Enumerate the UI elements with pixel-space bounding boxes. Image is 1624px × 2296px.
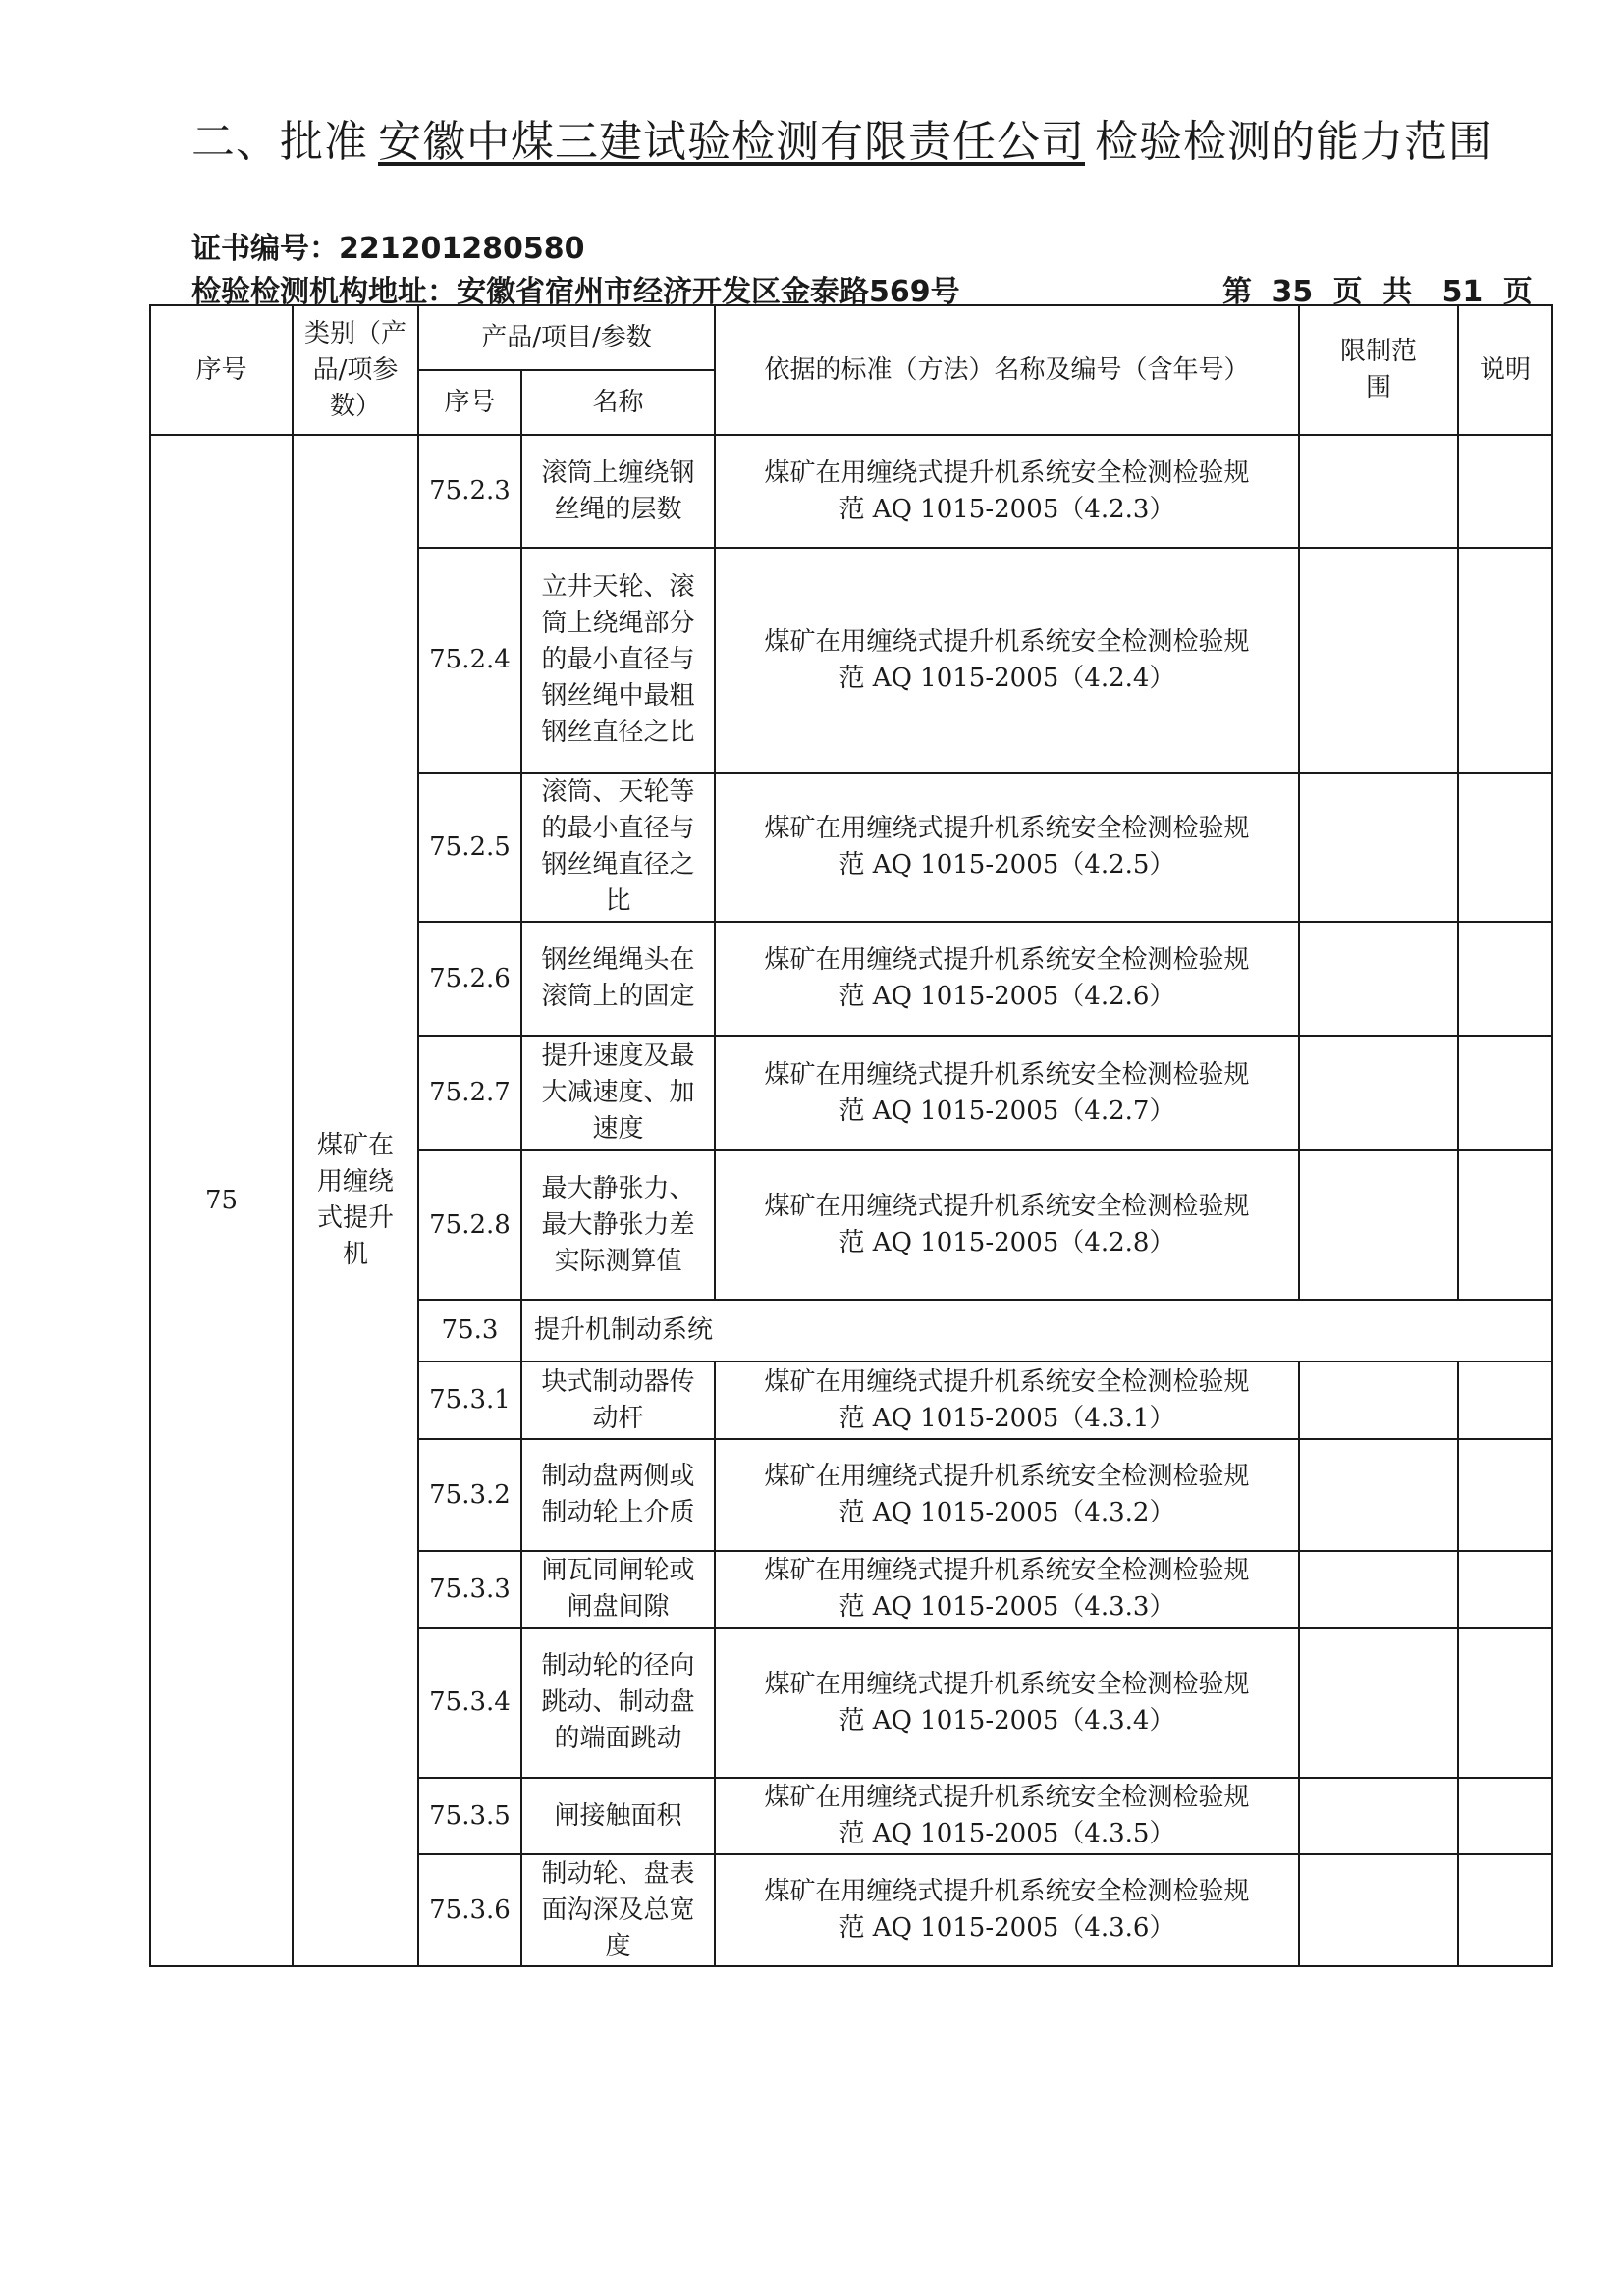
item-name: 滚筒上缠绕钢丝绳的层数 xyxy=(521,435,715,548)
item-limit xyxy=(1299,922,1458,1036)
scope-table xyxy=(149,304,1553,1967)
item-standard xyxy=(715,1439,1299,1551)
item-name: 闸瓦同闸轮或闸盘间隙 xyxy=(521,1551,715,1628)
item-note xyxy=(1458,773,1552,922)
item-no: 75.3.1 xyxy=(418,1362,521,1439)
item-no: 75.2.5 xyxy=(418,773,521,922)
item-no: 75.2.7 xyxy=(418,1036,521,1150)
item-name: 闸接触面积 xyxy=(521,1778,715,1854)
page-ye: 页 xyxy=(1332,275,1363,309)
standard-line-1: 煤矿在用缠绕式提升机系统安全检测检验规 xyxy=(764,1192,1250,1221)
cert-label: 证书编号： xyxy=(191,232,339,266)
header-sub-seq: 序号 xyxy=(418,370,521,435)
item-standard xyxy=(715,435,1299,548)
item-name: 提升速度及最大减速度、加速度 xyxy=(521,1036,715,1150)
standard-line-1: 煤矿在用缠绕式提升机系统安全检测检验规 xyxy=(764,1366,1250,1397)
item-note xyxy=(1458,1778,1552,1854)
standard-line-1: 煤矿在用缠绕式提升机系统安全检测检验规 xyxy=(764,457,1250,488)
item-name: 制动轮、盘表面沟深及总宽度 xyxy=(521,1854,715,1966)
group-category: 煤矿在用缠绕式提升机 xyxy=(293,435,418,1966)
table-row xyxy=(150,435,1552,548)
page-gong: 共 xyxy=(1382,275,1413,309)
item-limit xyxy=(1299,773,1458,922)
item-name: 最大静张力、最大静张力差实际测算值 xyxy=(521,1150,715,1300)
item-limit xyxy=(1299,1036,1458,1150)
item-name: 钢丝绳绳头在滚筒上的固定 xyxy=(521,922,715,1036)
standard-line-2: 范 AQ 1015-2005（4.3.5） xyxy=(839,1819,1175,1848)
standard-line-1: 煤矿在用缠绕式提升机系统安全检测检验规 xyxy=(764,945,1250,975)
item-standard xyxy=(715,922,1299,1036)
item-standard xyxy=(715,1362,1299,1439)
standard-line-1: 煤矿在用缠绕式提升机系统安全检测检验规 xyxy=(764,1877,1250,1906)
item-no: 75.2.8 xyxy=(418,1150,521,1300)
page-di: 第 xyxy=(1222,275,1252,309)
header-row xyxy=(150,305,1552,370)
item-note xyxy=(1458,548,1552,773)
item-note xyxy=(1458,1628,1552,1778)
item-note xyxy=(1458,1439,1552,1551)
standard-line-2: 范 AQ 1015-2005（4.3.4） xyxy=(839,1705,1175,1735)
item-name: 制动轮的径向跳动、制动盘的端面跳动 xyxy=(521,1628,715,1778)
item-standard xyxy=(715,1628,1299,1778)
page-total: 51 xyxy=(1441,275,1484,309)
item-limit xyxy=(1299,1362,1458,1439)
certificate-line xyxy=(191,224,585,267)
item-limit xyxy=(1299,1551,1458,1628)
item-note xyxy=(1458,1362,1552,1439)
item-no: 75.3.4 xyxy=(418,1628,521,1778)
page-title xyxy=(191,106,1566,169)
item-standard xyxy=(715,773,1299,922)
standard-line-2: 范 AQ 1015-2005（4.3.6） xyxy=(839,1913,1175,1943)
header-limit: 限制范围 xyxy=(1299,305,1458,435)
header-product-group: 产品/项目/参数 xyxy=(418,305,715,370)
header-sub-name: 名称 xyxy=(521,370,715,435)
item-no: 75.3.5 xyxy=(418,1778,521,1854)
group-seq: 75 xyxy=(150,435,293,1966)
standard-line-2: 范 AQ 1015-2005（4.3.1） xyxy=(839,1403,1175,1433)
item-no: 75.3.6 xyxy=(418,1854,521,1966)
item-no: 75.2.3 xyxy=(418,435,521,548)
item-standard xyxy=(715,548,1299,773)
cert-number: 221201280580 xyxy=(339,232,585,266)
item-note xyxy=(1458,1150,1552,1300)
item-note xyxy=(1458,1036,1552,1150)
header-seq: 序号 xyxy=(150,305,293,435)
title-prefix: 二、批准 xyxy=(191,117,368,167)
item-note xyxy=(1458,1854,1552,1966)
standard-line-2: 范 AQ 1015-2005（4.3.3） xyxy=(839,1592,1175,1622)
section-name: 提升机制动系统 xyxy=(521,1300,1552,1362)
standard-line-2: 范 AQ 1015-2005（4.2.8） xyxy=(839,1228,1175,1257)
item-no: 75.3.3 xyxy=(418,1551,521,1628)
standard-line-2: 范 AQ 1015-2005（4.3.2） xyxy=(839,1498,1175,1527)
item-no: 75.3.2 xyxy=(418,1439,521,1551)
item-no: 75.2.6 xyxy=(418,922,521,1036)
standard-line-2: 范 AQ 1015-2005（4.2.6） xyxy=(839,982,1175,1011)
standard-line-2: 范 AQ 1015-2005（4.2.5） xyxy=(839,850,1175,880)
item-note xyxy=(1458,1551,1552,1628)
item-name: 制动盘两侧或制动轮上介质 xyxy=(521,1439,715,1551)
standard-line-1: 煤矿在用缠绕式提升机系统安全检测检验规 xyxy=(764,1556,1250,1585)
item-limit xyxy=(1299,548,1458,773)
header-category: 类别（产品/项参数） xyxy=(293,305,418,435)
item-standard xyxy=(715,1854,1299,1966)
section-no: 75.3 xyxy=(418,1300,521,1362)
standard-line-1: 煤矿在用缠绕式提升机系统安全检测检验规 xyxy=(764,1462,1250,1491)
standard-line-2: 范 AQ 1015-2005（4.2.7） xyxy=(839,1095,1175,1126)
standard-line-2: 范 AQ 1015-2005（4.2.4） xyxy=(839,663,1175,693)
item-no: 75.2.4 xyxy=(418,548,521,773)
title-suffix: 检验检测的能力范围 xyxy=(1095,117,1492,167)
item-limit xyxy=(1299,435,1458,548)
item-standard xyxy=(715,1551,1299,1628)
item-limit xyxy=(1299,1628,1458,1778)
page-number: 35 xyxy=(1272,275,1314,309)
standard-line-2: 范 AQ 1015-2005（4.2.3） xyxy=(839,494,1175,524)
header-standard: 依据的标准（方法）名称及编号（含年号） xyxy=(715,305,1299,435)
address-label: 检验检测机构地址： xyxy=(191,275,457,309)
standard-line-1: 煤矿在用缠绕式提升机系统安全检测检验规 xyxy=(764,1669,1250,1699)
item-name: 滚筒、天轮等的最小直径与钢丝绳直径之比 xyxy=(521,773,715,922)
page-ye-2: 页 xyxy=(1502,275,1533,309)
address-value: 安徽省宿州市经济开发区金泰路569号 xyxy=(457,275,960,309)
header-note: 说明 xyxy=(1458,305,1552,435)
standard-line-1: 煤矿在用缠绕式提升机系统安全检测检验规 xyxy=(764,814,1250,843)
standard-line-1: 煤矿在用缠绕式提升机系统安全检测检验规 xyxy=(764,1059,1250,1090)
item-limit xyxy=(1299,1439,1458,1551)
standard-line-1: 煤矿在用缠绕式提升机系统安全检测检验规 xyxy=(764,1783,1250,1812)
item-name: 块式制动器传动杆 xyxy=(521,1362,715,1439)
item-note xyxy=(1458,922,1552,1036)
item-limit xyxy=(1299,1778,1458,1854)
item-name: 立井天轮、滚筒上绕绳部分的最小直径与钢丝绳中最粗钢丝直径之比 xyxy=(521,548,715,773)
item-note xyxy=(1458,435,1552,548)
item-limit xyxy=(1299,1854,1458,1966)
item-standard xyxy=(715,1036,1299,1150)
org-name: 安徽中煤三建试验检测有限责任公司 xyxy=(378,117,1085,167)
item-limit xyxy=(1299,1150,1458,1300)
item-standard xyxy=(715,1778,1299,1854)
item-standard xyxy=(715,1150,1299,1300)
standard-line-1: 煤矿在用缠绕式提升机系统安全检测检验规 xyxy=(764,626,1250,657)
